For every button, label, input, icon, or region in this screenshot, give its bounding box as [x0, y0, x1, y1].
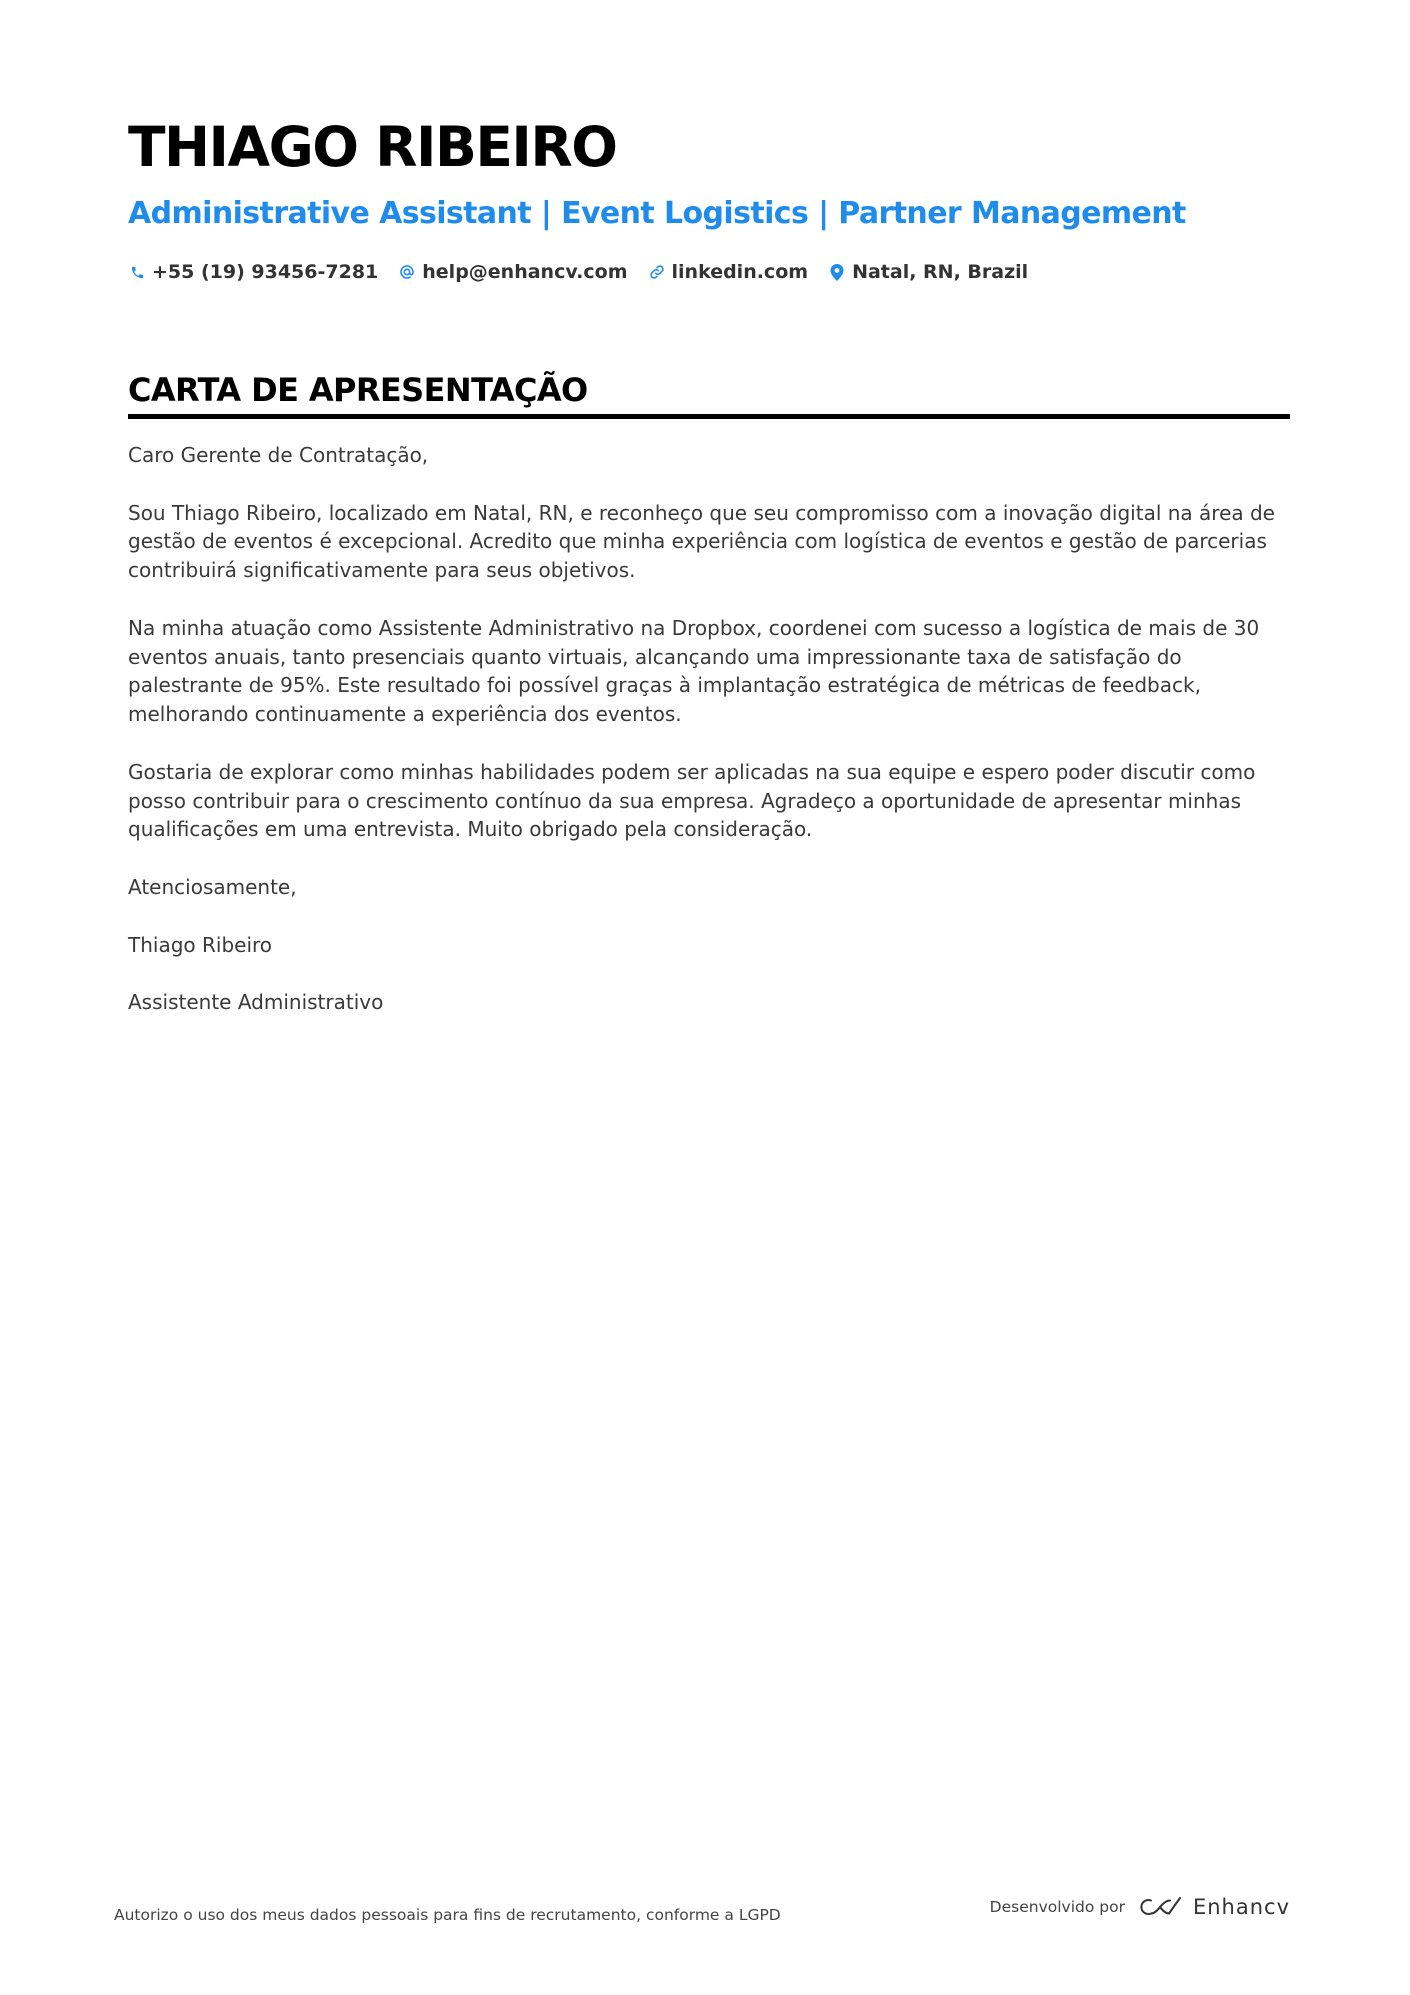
letter-paragraph: Na minha atuação como Assistente Administrativo na Dropbox, coordenei com sucesso a logística de mais de 30 eventos anuais, tanto presenciais quanto virtuais, alcançando uma impressionante taxa de satisfação do palestrante de 95%. Este resultado foi possível graças à implantação estratégica de métricas de feedback, melhorando continuamente a experiência dos eventos. — [128, 615, 1260, 727]
email-text[interactable]: help@enhancv.com — [422, 261, 628, 283]
candidate-headline: Administrative Assistant | Event Logistics | Partner Management — [128, 196, 1186, 231]
signature-title: Assistente Administrativo — [128, 990, 384, 1015]
phone-text[interactable]: +55 (19) 93456-7281 — [152, 261, 379, 283]
consent-note: Autorizo o uso dos meus dados pessoais para fins de recrutamento, conforme a LGPD — [114, 1906, 781, 1924]
candidate-name: THIAGO RIBEIRO — [128, 115, 617, 179]
letter-body — [128, 441, 1290, 1017]
enhancv-logo-icon — [1137, 1895, 1183, 1919]
letter-paragraph: Gostaria de explorar como minhas habilidades podem ser aplicadas na sua equipe e espero poder discutir como posso contribuir para o crescimento contínuo da sua empresa. Agradeço a oportunidade de apresentar minhas qualificações em uma entrevista. Muito obrigado pela consideração. — [128, 759, 1256, 842]
section-divider — [128, 414, 1290, 419]
contact-email — [398, 261, 627, 283]
letter-greeting: Caro Gerente de Contratação, — [128, 443, 429, 467]
powered-by-label: Desenvolvido por — [989, 1898, 1125, 1916]
link-icon — [648, 263, 666, 281]
letter-closing: Atenciosamente, — [128, 874, 297, 899]
contact-linkedin — [648, 261, 809, 283]
cover-letter-page — [128, 108, 1290, 1046]
contact-phone — [128, 261, 378, 283]
section-title: CARTA DE APRESENTAÇÃO — [128, 371, 588, 409]
phone-icon — [128, 263, 146, 281]
contact-bar — [128, 258, 1290, 286]
page-footer — [114, 1892, 1290, 1922]
location-pin-icon — [828, 263, 846, 281]
location-text: Natal, RN, Brazil — [852, 261, 1029, 283]
letter-paragraph: Sou Thiago Ribeiro, localizado em Natal, RN, e reconheço que seu compromisso com a inovação digital na área de gestão de eventos é excepcional. Acredito que minha experiência com logística de eventos e gestão de parcerias contribuirá significativamente para seus objetivos. — [128, 500, 1275, 583]
at-icon — [398, 263, 416, 281]
powered-by[interactable] — [990, 1895, 1290, 1919]
contact-location — [828, 261, 1028, 283]
signature-name: Thiago Ribeiro — [128, 932, 273, 957]
linkedin-text[interactable]: linkedin.com — [671, 261, 809, 283]
enhancv-brand: Enhancv — [1192, 1895, 1290, 1919]
